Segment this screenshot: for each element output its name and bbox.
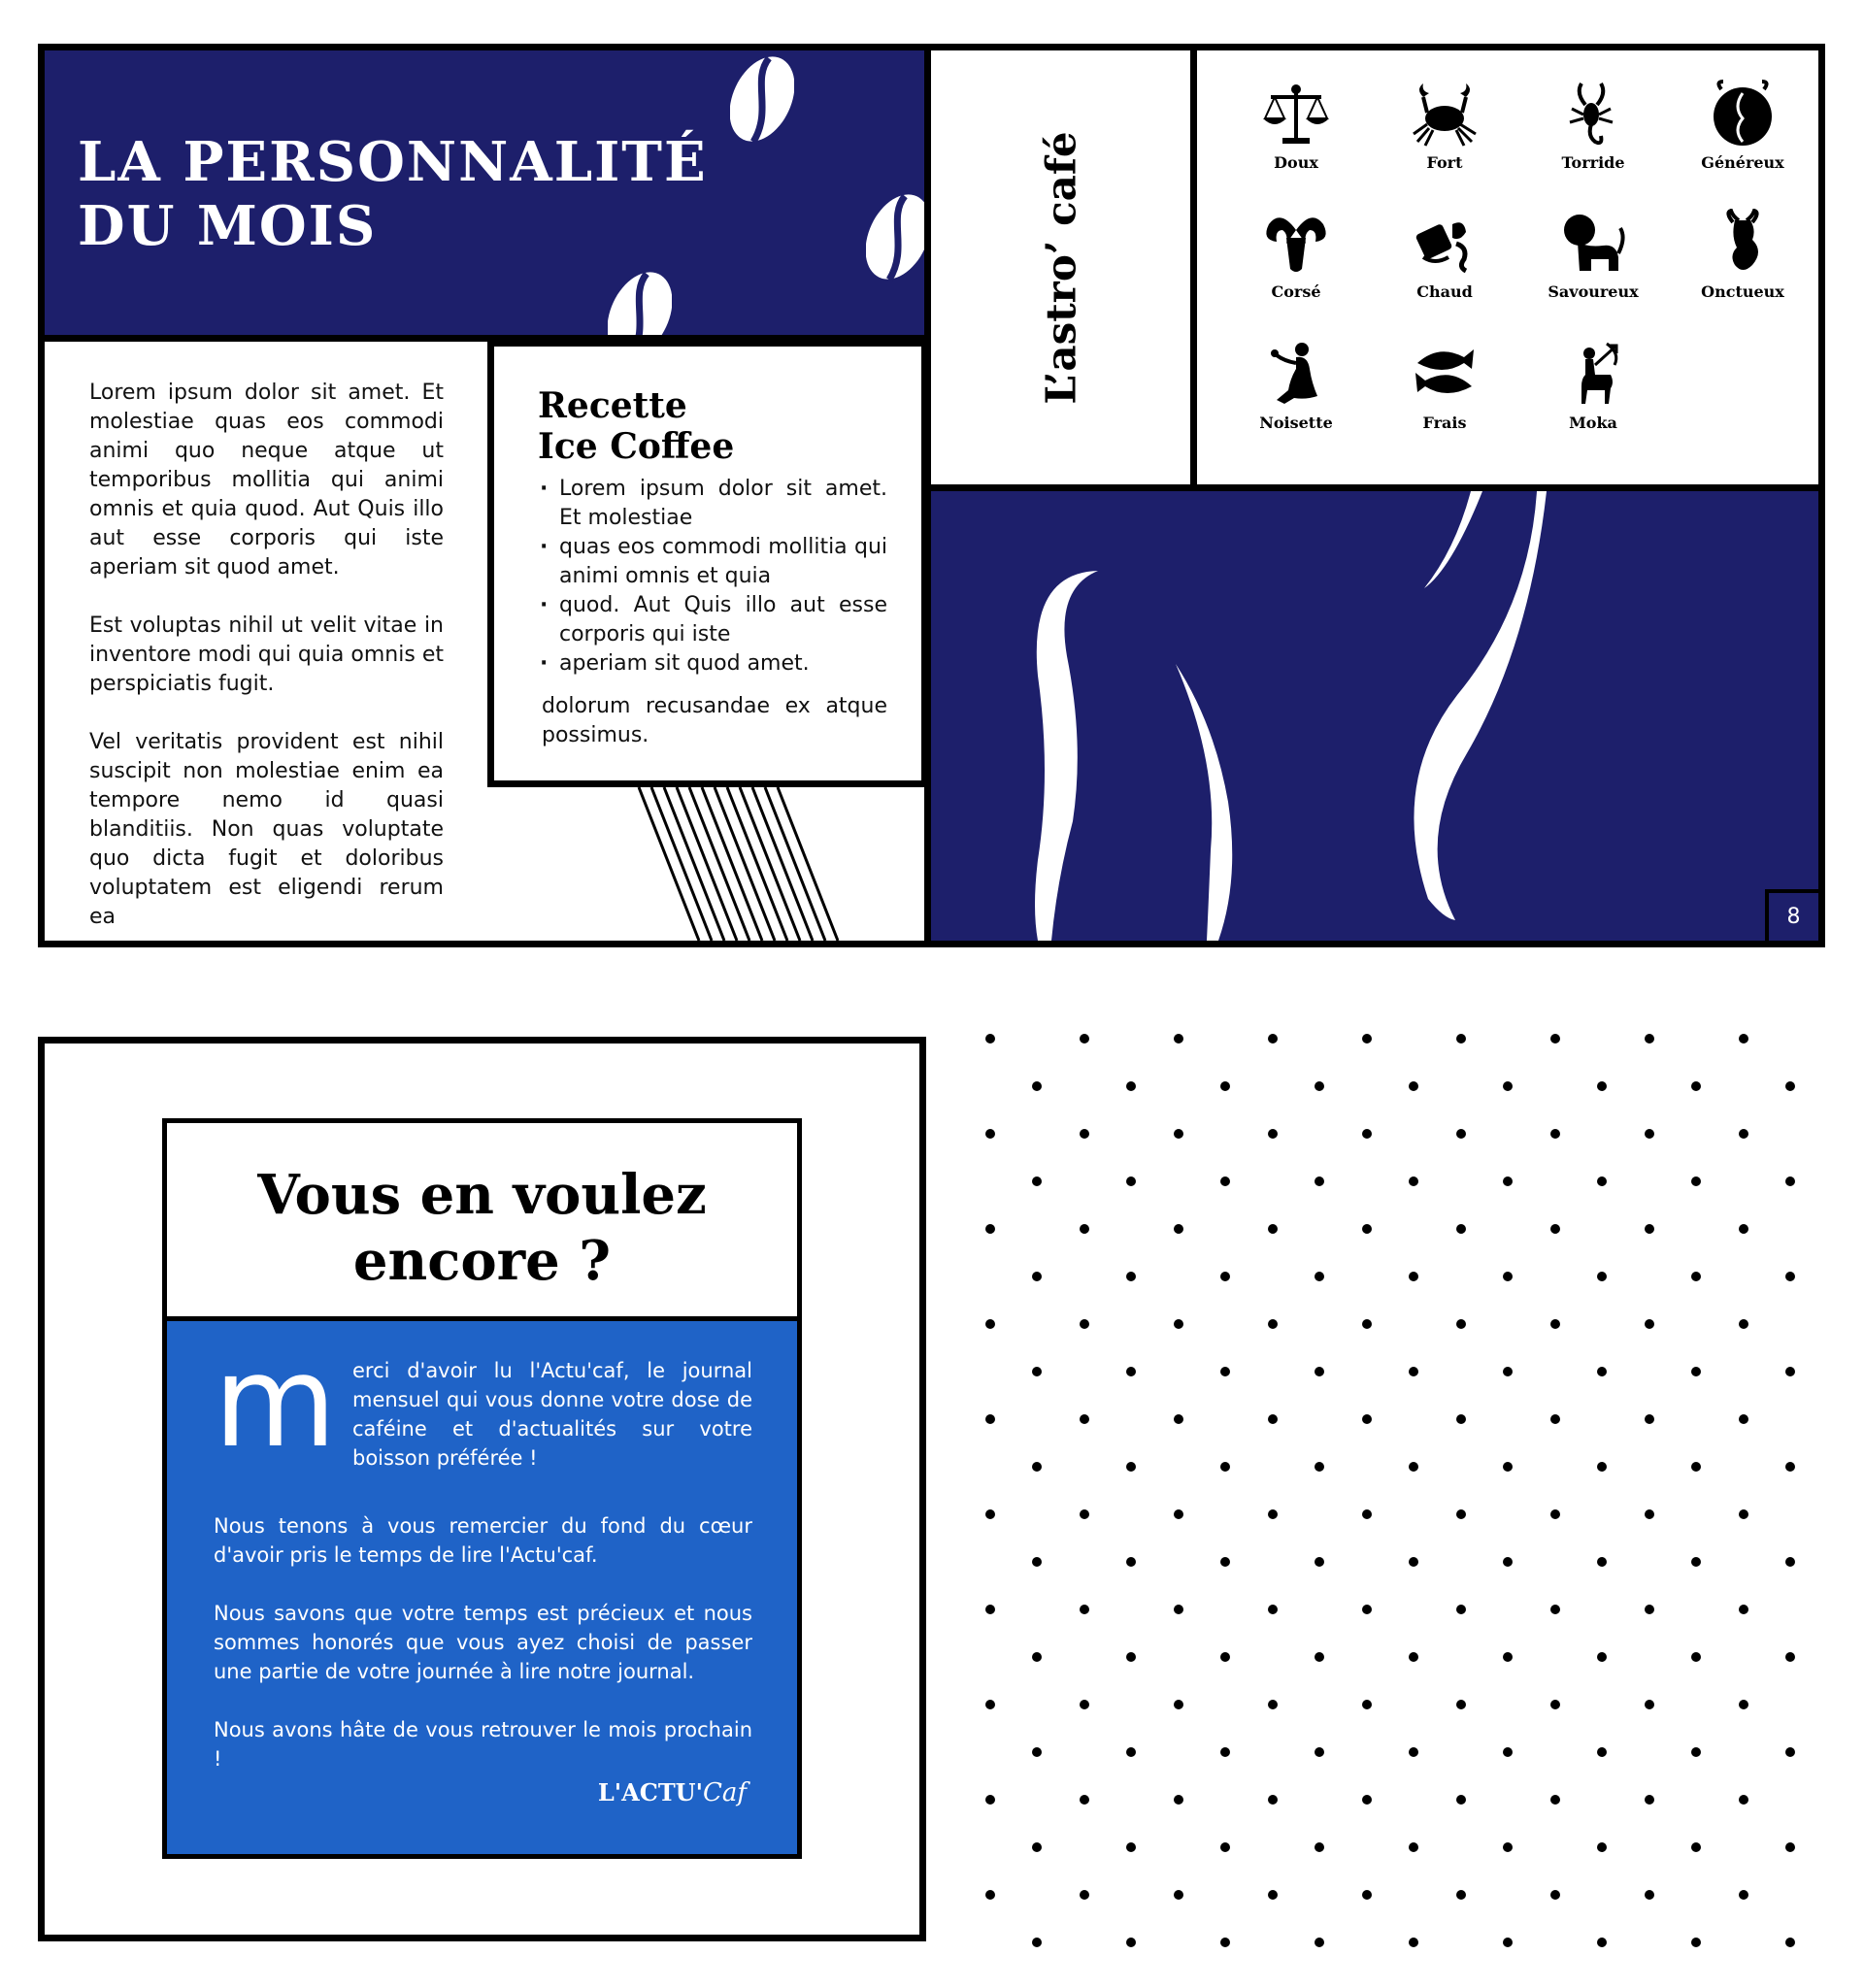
list-item: · quod. Aut Quis illo aut esse corporis qui iste — [538, 591, 887, 649]
pattern-dot — [1220, 1557, 1230, 1567]
pattern-dot — [1362, 1795, 1372, 1805]
pattern-dot — [1174, 1129, 1183, 1139]
pattern-dot — [1503, 1272, 1513, 1281]
pattern-dot — [1080, 1795, 1089, 1805]
pattern-dot — [1362, 1700, 1372, 1709]
pattern-dot — [1080, 1890, 1089, 1900]
zodiac-item — [1520, 340, 1666, 432]
pattern-dot — [1691, 1272, 1701, 1281]
pattern-dot — [1409, 1176, 1418, 1186]
title-line-1: LA PERSONNALITÉ — [78, 130, 708, 194]
pattern-dot — [1691, 1747, 1701, 1757]
pattern-dot — [1220, 1081, 1230, 1091]
pattern-dot — [1080, 1700, 1089, 1709]
coffee-bean-icon — [730, 50, 794, 148]
pattern-dot — [1315, 1652, 1324, 1662]
pattern-dot — [1268, 1034, 1278, 1044]
pattern-dot — [1126, 1272, 1136, 1281]
closing-paragraph: Nous savons que votre temps est précieux et nous sommes honorés que vous ayez choisi de passer une partie de votre journée à lire notre journal. — [214, 1602, 752, 1683]
article-paragraph: Vel veritatis provident est nihil suscipit non molestiae enim ea tempore nemo id quasi blanditiis. Non quas voluptate quo dicta fugit et doloribus voluptatem est eligendi rerum ea — [89, 730, 444, 929]
recipe-title-line-2: Ice Coffee — [538, 426, 735, 467]
pattern-dot — [1032, 1747, 1042, 1757]
pattern-dot — [1080, 1224, 1089, 1234]
pattern-dot — [1409, 1462, 1418, 1472]
closing-heading — [167, 1123, 797, 1294]
pattern-dot — [1315, 1747, 1324, 1757]
zodiac-label: Savoureux — [1548, 282, 1639, 301]
pattern-dot — [1597, 1272, 1607, 1281]
closing-paragraph: erci d'avoir lu l'Actu'caf, le journal mensuel qui vous donne votre dose de caféine et d'actualités sur votre boisson préférée ! — [352, 1359, 752, 1470]
pattern-dot — [1080, 1509, 1089, 1519]
pattern-dot — [1362, 1034, 1372, 1044]
pattern-dot — [1785, 1938, 1795, 1947]
pattern-dot — [1597, 1842, 1607, 1852]
page-title — [78, 130, 708, 258]
pattern-dot — [1739, 1319, 1748, 1329]
closing-heading-line-1: Vous en voulez — [257, 1163, 707, 1227]
pattern-dot — [985, 1319, 995, 1329]
pattern-dot — [1032, 1557, 1042, 1567]
pattern-dot — [1409, 1747, 1418, 1757]
pattern-dot — [1785, 1272, 1795, 1281]
pattern-dot — [1409, 1842, 1418, 1852]
pattern-dot — [1268, 1605, 1278, 1614]
pattern-dot — [1409, 1652, 1418, 1662]
zodiac-grid — [1197, 50, 1818, 484]
pattern-dot — [1174, 1509, 1183, 1519]
pattern-dot — [1080, 1319, 1089, 1329]
pattern-dot — [1362, 1319, 1372, 1329]
pattern-dot — [1032, 1367, 1042, 1376]
pattern-dot — [1550, 1224, 1560, 1234]
pattern-dot — [1220, 1842, 1230, 1852]
pattern-dot — [1503, 1081, 1513, 1091]
closing-paragraph: Nous avons hâte de vous retrouver le mois prochain ! — [214, 1718, 752, 1771]
pattern-dot — [1362, 1890, 1372, 1900]
divider — [931, 484, 1818, 491]
cancer-icon — [1410, 80, 1480, 149]
pattern-dot — [1645, 1034, 1654, 1044]
closing-paragraph: Nous tenons à vous remercier du fond du cœur d'avoir pris le temps de lire l'Actu'caf. — [214, 1514, 752, 1567]
pattern-dot — [1785, 1462, 1795, 1472]
page-number: 8 — [1765, 889, 1818, 941]
pattern-dot — [1032, 1081, 1042, 1091]
pattern-dot — [1691, 1176, 1701, 1186]
pattern-dot — [1220, 1938, 1230, 1947]
pattern-dot — [1645, 1700, 1654, 1709]
pattern-dot — [1456, 1509, 1466, 1519]
article-paragraph: Lorem ipsum dolor sit amet. Et molestiae quas eos commodi animi quo neque atque ut temporibus mollitia qui animi omnis et quia quod. Aut Quis illo aut esse corporis qui iste aperiam sit quod amet. — [89, 381, 444, 580]
pattern-dot — [1645, 1319, 1654, 1329]
pattern-dot — [1785, 1367, 1795, 1376]
pattern-dot — [1550, 1890, 1560, 1900]
recipe-title-line-1: Recette — [538, 385, 687, 426]
pattern-dot — [1456, 1129, 1466, 1139]
pattern-dot — [1456, 1319, 1466, 1329]
pattern-dot — [1503, 1462, 1513, 1472]
pattern-dot — [1739, 1129, 1748, 1139]
pattern-dot — [1174, 1414, 1183, 1424]
pattern-dot — [1597, 1176, 1607, 1186]
pattern-dot — [1739, 1224, 1748, 1234]
pattern-dot — [1691, 1652, 1701, 1662]
pattern-dot — [1550, 1319, 1560, 1329]
actucaf-logo — [598, 1778, 747, 1807]
zodiac-label: Chaud — [1416, 282, 1473, 301]
scorpio-icon — [1558, 80, 1628, 149]
zodiac-label: Onctueux — [1701, 282, 1784, 301]
pattern-dot — [1785, 1652, 1795, 1662]
pattern-dot — [1691, 1938, 1701, 1947]
zodiac-label: Fort — [1426, 153, 1463, 172]
pattern-dot — [1080, 1034, 1089, 1044]
pattern-dot — [1126, 1367, 1136, 1376]
pattern-dot — [1550, 1034, 1560, 1044]
pattern-dot — [1174, 1224, 1183, 1234]
pattern-dot — [1362, 1224, 1372, 1234]
striped-decoration — [631, 787, 922, 941]
pattern-dot — [1456, 1414, 1466, 1424]
pattern-dot — [1550, 1605, 1560, 1614]
pattern-dot — [1785, 1081, 1795, 1091]
coffee-steam-illustration — [931, 491, 1818, 941]
pattern-dot — [1268, 1129, 1278, 1139]
pattern-dot — [985, 1795, 995, 1805]
zodiac-item — [1223, 340, 1369, 432]
pattern-dot — [1032, 1462, 1042, 1472]
pattern-dot — [1126, 1747, 1136, 1757]
pattern-dot — [1645, 1795, 1654, 1805]
leo-icon — [1558, 209, 1628, 279]
pattern-dot — [1220, 1272, 1230, 1281]
pattern-dot — [1032, 1176, 1042, 1186]
pattern-dot — [1456, 1795, 1466, 1805]
closing-heading-line-2: encore ? — [352, 1229, 612, 1293]
zodiac-item — [1372, 80, 1517, 172]
pattern-dot — [1126, 1557, 1136, 1567]
pattern-dot — [1220, 1176, 1230, 1186]
pattern-dot — [1126, 1462, 1136, 1472]
pattern-dot — [985, 1034, 995, 1044]
virgo-icon — [1261, 340, 1331, 410]
pattern-dot — [1503, 1747, 1513, 1757]
pattern-dot — [985, 1700, 995, 1709]
pattern-dot — [1268, 1700, 1278, 1709]
pattern-dot — [1739, 1414, 1748, 1424]
pattern-dot — [1597, 1081, 1607, 1091]
pattern-dot — [1503, 1652, 1513, 1662]
zodiac-label: Noisette — [1259, 414, 1333, 432]
pattern-dot — [1597, 1462, 1607, 1472]
closing-card — [162, 1118, 802, 1859]
pattern-dot — [1503, 1842, 1513, 1852]
pattern-dot — [1645, 1509, 1654, 1519]
pattern-dot — [1126, 1652, 1136, 1662]
pattern-dot — [1597, 1938, 1607, 1947]
pattern-dot — [1785, 1842, 1795, 1852]
pattern-dot — [1597, 1367, 1607, 1376]
pattern-dot — [1220, 1462, 1230, 1472]
divider — [1190, 50, 1197, 489]
pattern-dot — [1503, 1938, 1513, 1947]
recipe-box — [487, 340, 928, 787]
pattern-dot — [1126, 1081, 1136, 1091]
list-item: · Lorem ipsum dolor sit amet. Et molestiae — [538, 475, 887, 533]
aries-icon — [1261, 209, 1331, 279]
aquarius-icon — [1410, 209, 1480, 279]
pattern-dot — [985, 1129, 995, 1139]
pattern-dot — [1315, 1938, 1324, 1947]
pattern-dot — [1739, 1795, 1748, 1805]
title-panel — [45, 50, 924, 340]
pattern-dot — [1739, 1890, 1748, 1900]
pattern-dot — [1691, 1842, 1701, 1852]
pattern-dot — [1503, 1367, 1513, 1376]
pattern-dot — [1080, 1605, 1089, 1614]
pattern-dot — [985, 1890, 995, 1900]
pattern-dot — [1409, 1938, 1418, 1947]
title-line-2: DU MOIS — [78, 194, 378, 258]
pattern-dot — [1785, 1747, 1795, 1757]
pattern-dot — [1550, 1129, 1560, 1139]
pattern-dot — [1315, 1557, 1324, 1567]
pattern-dot — [1174, 1605, 1183, 1614]
pattern-dot — [1456, 1700, 1466, 1709]
pattern-dot — [1268, 1795, 1278, 1805]
pattern-dot — [1268, 1509, 1278, 1519]
zodiac-item — [1372, 209, 1517, 301]
zodiac-item — [1223, 209, 1369, 301]
pattern-dot — [1220, 1652, 1230, 1662]
pattern-dot — [985, 1509, 995, 1519]
pattern-dot — [1362, 1129, 1372, 1139]
pattern-dot — [1220, 1747, 1230, 1757]
pattern-dot — [985, 1605, 995, 1614]
pattern-dot — [1597, 1747, 1607, 1757]
pattern-dot — [1785, 1557, 1795, 1567]
zodiac-item — [1223, 80, 1369, 172]
pattern-dot — [985, 1224, 995, 1234]
recipe-list — [538, 475, 887, 679]
zodiac-label: Corsé — [1271, 282, 1321, 301]
pattern-dot — [1409, 1081, 1418, 1091]
gemini-icon — [1708, 80, 1778, 149]
pattern-dot — [1268, 1414, 1278, 1424]
libra-icon — [1261, 80, 1331, 149]
pattern-dot — [1550, 1414, 1560, 1424]
pattern-dot — [1174, 1034, 1183, 1044]
pattern-dot — [1691, 1081, 1701, 1091]
pattern-dot — [1645, 1890, 1654, 1900]
pattern-dot — [1362, 1414, 1372, 1424]
pattern-dot — [1174, 1795, 1183, 1805]
astro-title: L’astro’ café — [1037, 130, 1084, 405]
zodiac-item — [1670, 80, 1815, 172]
article-column — [89, 379, 444, 932]
zodiac-item — [1372, 340, 1517, 432]
dropcap-letter: m — [214, 1328, 337, 1475]
pattern-dot — [1409, 1557, 1418, 1567]
pattern-dot — [1315, 1367, 1324, 1376]
astro-title-column — [931, 50, 1190, 484]
pattern-dot — [1032, 1652, 1042, 1662]
pattern-dot — [1503, 1176, 1513, 1186]
pattern-dot — [1739, 1034, 1748, 1044]
pattern-dot — [1315, 1462, 1324, 1472]
taurus-icon — [1708, 209, 1778, 279]
pattern-dot — [1597, 1557, 1607, 1567]
pattern-dot — [1315, 1081, 1324, 1091]
pattern-dot — [1174, 1319, 1183, 1329]
zodiac-label: Généreux — [1701, 153, 1784, 172]
logo-script: Caf — [702, 1778, 747, 1807]
pattern-dot — [1268, 1890, 1278, 1900]
zodiac-label: Torride — [1561, 153, 1625, 172]
pattern-dot — [1315, 1272, 1324, 1281]
pattern-dot — [1174, 1700, 1183, 1709]
pattern-dot — [1456, 1224, 1466, 1234]
pattern-dot — [1691, 1367, 1701, 1376]
pattern-dot — [1503, 1557, 1513, 1567]
pattern-dot — [1268, 1319, 1278, 1329]
pattern-dot — [1126, 1842, 1136, 1852]
list-item: · quas eos commodi mollitia qui animi omnis et quia — [538, 533, 887, 591]
sagittarius-icon — [1558, 340, 1628, 410]
recipe-title — [538, 385, 887, 467]
pattern-dot — [1456, 1605, 1466, 1614]
pattern-dot — [1550, 1700, 1560, 1709]
pattern-dot — [1645, 1414, 1654, 1424]
pattern-dot — [1362, 1509, 1372, 1519]
recipe-footer: dolorum recusandae ex atque possimus. — [542, 694, 887, 747]
pattern-dot — [1691, 1557, 1701, 1567]
pattern-dot — [1409, 1367, 1418, 1376]
card-header — [167, 1123, 797, 1321]
zodiac-item — [1520, 80, 1666, 172]
pattern-dot — [1268, 1224, 1278, 1234]
pattern-dot — [1126, 1938, 1136, 1947]
pattern-dot — [1032, 1938, 1042, 1947]
pattern-dot — [1080, 1129, 1089, 1139]
pattern-dot — [1645, 1129, 1654, 1139]
pattern-dot — [1456, 1890, 1466, 1900]
pattern-dot — [1174, 1890, 1183, 1900]
pattern-dot — [1550, 1509, 1560, 1519]
article-paragraph: Est voluptas nihil ut velit vitae in inventore modi qui quia omnis et perspiciatis fugit. — [89, 613, 444, 696]
pattern-dot — [1032, 1842, 1042, 1852]
zodiac-item — [1670, 209, 1815, 301]
pattern-dot — [1645, 1224, 1654, 1234]
steam-panel — [931, 491, 1818, 941]
dot-pattern — [971, 1019, 1825, 1961]
coffee-bean-icon — [866, 188, 930, 285]
pattern-dot — [1315, 1176, 1324, 1186]
pattern-dot — [1362, 1605, 1372, 1614]
pattern-dot — [1032, 1272, 1042, 1281]
pattern-dot — [1080, 1414, 1089, 1424]
pattern-dot — [1739, 1509, 1748, 1519]
pattern-dot — [1597, 1652, 1607, 1662]
card-body — [167, 1321, 797, 1854]
pattern-dot — [1220, 1367, 1230, 1376]
pattern-dot — [1739, 1605, 1748, 1614]
zodiac-label: Moka — [1569, 414, 1617, 432]
list-item: · aperiam sit quod amet. — [538, 649, 887, 679]
pattern-dot — [1550, 1795, 1560, 1805]
pattern-dot — [1785, 1176, 1795, 1186]
pisces-icon — [1410, 340, 1480, 410]
pattern-dot — [1409, 1272, 1418, 1281]
pattern-dot — [985, 1414, 995, 1424]
zodiac-item — [1520, 209, 1666, 301]
pattern-dot — [1126, 1176, 1136, 1186]
pattern-dot — [1645, 1605, 1654, 1614]
zodiac-label: Doux — [1274, 153, 1318, 172]
pattern-dot — [1739, 1700, 1748, 1709]
logo-main: L'ACTU' — [597, 1778, 703, 1806]
pattern-dot — [1691, 1462, 1701, 1472]
pattern-dot — [1456, 1034, 1466, 1044]
zodiac-label: Frais — [1422, 414, 1467, 432]
pattern-dot — [1315, 1842, 1324, 1852]
